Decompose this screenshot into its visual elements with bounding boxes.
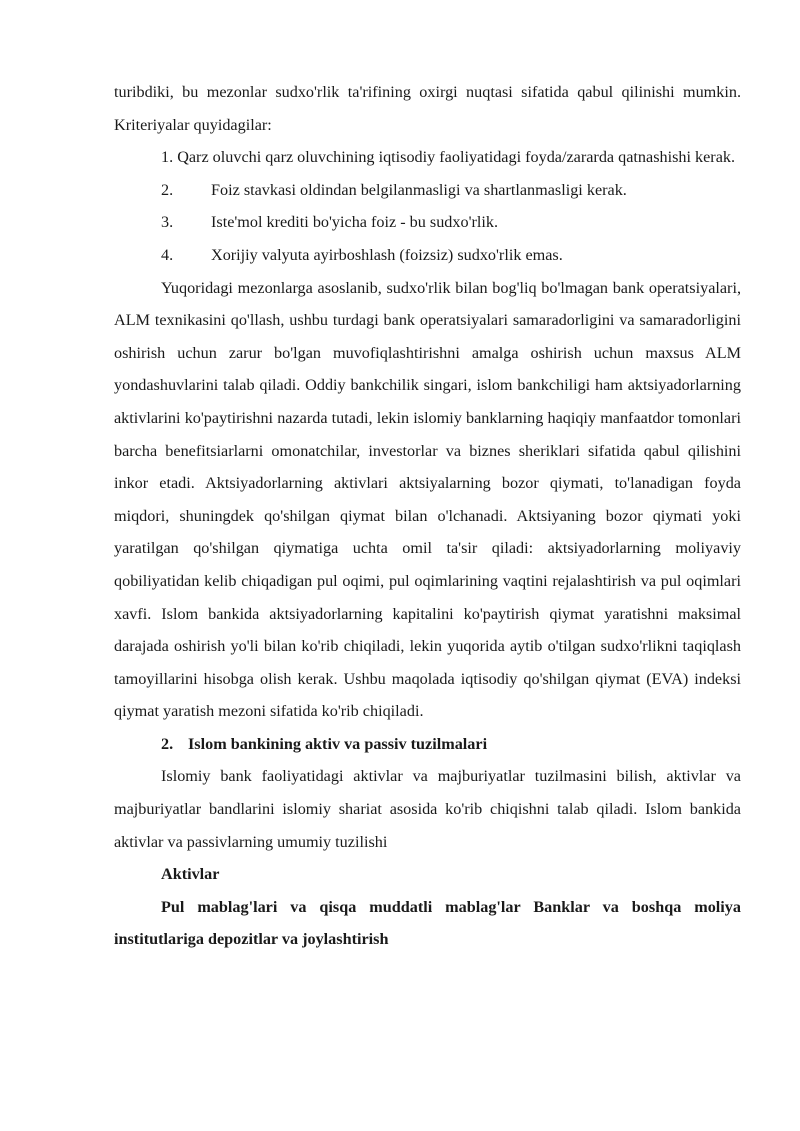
section-heading: [161, 728, 741, 761]
paragraph-structure: Islomiy bank faoliyatidagi aktivlar va majburiyatlar tuzilmasini bilish, aktivlar va majburiyatlar bandlarini islomiy shariat asosida ko'rib chiqishni talab qiladi. Islom bankida aktivlar va passivlarning umumiy tuzilishi: [114, 767, 741, 851]
document-page: [114, 76, 741, 956]
criteria-item-1: 1. Qarz oluvchi qarz oluvchining iqtisodiy faoliyatidagi foyda/zararda qatnashishi kerak.: [161, 148, 736, 167]
heading-text: Islom bankining aktiv va passiv tuzilmalari: [188, 734, 488, 753]
paragraph-intro: turibdiki, bu mezonlar sudxo'rlik ta'rifining oxirgi nuqtasi sifatida qabul qilinishi mumkin. Kriteriyalar quyidagilar:: [114, 83, 741, 134]
item-number: 3.: [161, 213, 174, 232]
item-number: 2.: [161, 180, 174, 199]
paragraph-bold-assets: Pul mablag'lari va qisqa muddatli mablag'lar Banklar va boshqa moliya institutlariga depozitlar va joylashtirish: [114, 897, 741, 949]
paragraph-alm: Yuqoridagi mezonlarga asoslanib, sudxo'rlik bilan bog'liq bo'lmagan bank operatsiyalari, ALM texnikasini qo'llash, ushbu turdagi bank operatsiyalari samaradorligini va samaradorligini oshirish uchun zarur bo'lgan muvofiqlashtirishni amalga oshirish uchun maxsus ALM yondashuvlarini talab qiladi. Oddiy bankchilik singari, islom bankchiligi ham aktsiyadorlarning aktivlarini ko'paytirishni nazarda tutadi, lekin islomiy banklarning haqiqiy manfaatdor tomonlari barcha benefitsiarlarni omonatchilar, investorlar va biznes sheriklari sifatida qabul qilishini inkor etadi. Aktsiyadorlarning aktivlari aktsiyalarning bozor qiymati, to'lanadigan foyda miqdori, shuningdek qo'shilgan qiymat bilan o'lchanadi. Aktsiyaning bozor qiymati yoki yaratilgan qo'shilgan qiymatiga uchta omil ta'sir qiladi: aktsiyadorlarning moliyaviy qobiliyatidan kelib chiqadigan pul oqimi, pul oqimlarining vaqtini rejalashtirish va pul oqimlari xavfi. Islom bankida aktsiyadorlarning kapitalini ko'paytirish qiymat yaratishni maksimal darajada oshirish yo'li bilan ko'rib chiqiladi, lekin yuqorida aytib o'tilgan sudxo'rlikni taqiqlash tamoyillarini hisobga olish kerak. Ushbu maqolada iqtisodiy qo'shilgan qiymat (EVA) indeksi qiymat yaratish mezoni sifatida ko'rib chiqiladi.: [114, 278, 741, 721]
item-number: 4.: [161, 245, 174, 264]
subheading-aktivlar: Aktivlar: [161, 865, 220, 884]
criteria-item-2: [161, 174, 741, 207]
criteria-item-4: [161, 239, 741, 272]
item-text: Iste'mol krediti bo'yicha foiz - bu sudxo'rlik.: [211, 213, 499, 232]
criteria-item-3: [161, 206, 741, 239]
item-text: Foiz stavkasi oldindan belgilanmasligi va shartlanmasligi kerak.: [211, 180, 627, 199]
heading-number: 2.: [161, 734, 174, 753]
item-text: Xorijiy valyuta ayirboshlash (foizsiz) sudxo'rlik emas.: [211, 245, 563, 264]
